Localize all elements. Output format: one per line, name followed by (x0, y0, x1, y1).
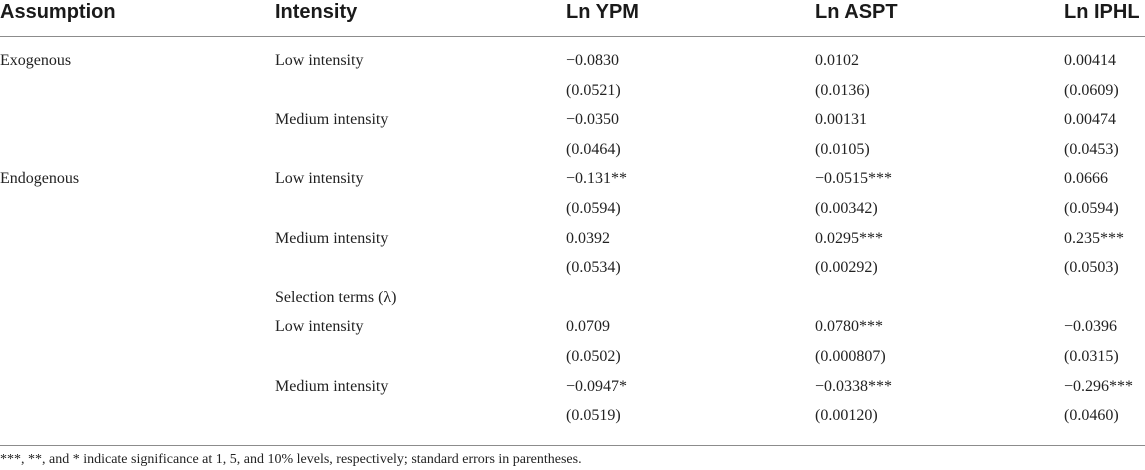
cell-intensity: Low intensity (275, 52, 364, 69)
table-row (0, 286, 1145, 316)
cell-ln-iphl: (0.0315) (1064, 348, 1119, 365)
cell-ln-ypm: −0.0830 (566, 52, 620, 69)
table-header (0, 0, 1145, 36)
cell-ln-aspt: (0.00292) (815, 259, 878, 277)
cell-ln-ypm: (0.0502) (566, 348, 621, 365)
cell-ln-aspt: (0.00342) (815, 200, 878, 217)
cell-ln-iphl: 0.235*** (1064, 229, 1124, 247)
header-assumption: Assumption (0, 1, 116, 23)
cell-intensity: Medium intensity (275, 229, 389, 247)
cell-ln-ypm: (0.0534) (566, 259, 621, 277)
header-ln-ypm: Ln YPM (566, 1, 639, 23)
cell-assumption: Endogenous (0, 170, 80, 188)
cell-intensity: Low intensity (275, 170, 364, 188)
header-intensity: Intensity (275, 1, 358, 23)
cell-ln-aspt: (0.00120) (815, 407, 878, 425)
header-ln-iphl: Ln IPHL (1064, 1, 1140, 23)
table-row (0, 227, 1145, 257)
header-rule (0, 36, 1145, 37)
cell-ln-ypm: −0.0350 (566, 111, 620, 129)
cell-ln-iphl: (0.0453) (1064, 140, 1119, 158)
cell-ln-ypm: (0.0521) (566, 81, 621, 99)
cell-ln-iphl: (0.0503) (1064, 259, 1119, 277)
cell-ln-iphl: (0.0594) (1064, 200, 1119, 217)
cell-ln-ypm: 0.0709 (566, 318, 610, 336)
cell-intensity: Medium intensity (275, 111, 389, 129)
table-row (0, 49, 1145, 79)
cell-ln-aspt: (0.000807) (815, 348, 886, 365)
cell-intensity: Selection terms (λ) (275, 288, 397, 306)
table-row (0, 404, 1145, 434)
cell-ln-aspt: −0.0515*** (815, 170, 893, 188)
cell-ln-iphl: −0.296*** (1064, 377, 1134, 395)
table-row (0, 108, 1145, 138)
table-bottom-rule (0, 445, 1145, 446)
cell-intensity: Low intensity (275, 318, 364, 336)
table-row (0, 138, 1145, 168)
cell-ln-ypm: (0.0594) (566, 200, 621, 217)
table-row (0, 197, 1145, 227)
cell-ln-ypm: −0.0947* (566, 377, 628, 395)
header-ln-aspt: Ln ASPT (815, 1, 898, 23)
cell-ln-ypm: −0.131** (566, 170, 628, 188)
cell-ln-ypm: (0.0519) (566, 407, 621, 425)
table-row (0, 79, 1145, 109)
cell-ln-iphl: 0.00474 (1064, 111, 1116, 129)
cell-ln-aspt: (0.0136) (815, 81, 870, 99)
cell-ln-aspt: 0.0102 (815, 52, 859, 69)
cell-ln-ypm: 0.0392 (566, 229, 610, 247)
table-row (0, 167, 1145, 197)
cell-ln-iphl: 0.0666 (1064, 170, 1108, 188)
table-row (0, 256, 1145, 286)
cell-ln-aspt: (0.0105) (815, 140, 870, 158)
cell-ln-iphl: (0.0609) (1064, 81, 1119, 99)
cell-intensity: Medium intensity (275, 377, 389, 395)
cell-ln-iphl: −0.0396 (1064, 318, 1118, 336)
cell-ln-aspt: 0.00131 (815, 111, 867, 129)
cell-ln-aspt: −0.0338*** (815, 377, 893, 395)
table-footnote: ***, **, and * indicate significance at 1, 5, and 10% levels, respectively; standard errors in parentheses. (0, 452, 582, 467)
cell-ln-aspt: 0.0780*** (815, 318, 883, 336)
cell-ln-aspt: 0.0295*** (815, 229, 883, 247)
table-row (0, 375, 1145, 405)
cell-ln-ypm: (0.0464) (566, 140, 621, 158)
cell-ln-iphl: (0.0460) (1064, 407, 1119, 425)
table-row (0, 345, 1145, 375)
cell-ln-iphl: 0.00414 (1064, 52, 1116, 69)
table-row (0, 315, 1145, 345)
cell-assumption: Exogenous (0, 52, 72, 69)
